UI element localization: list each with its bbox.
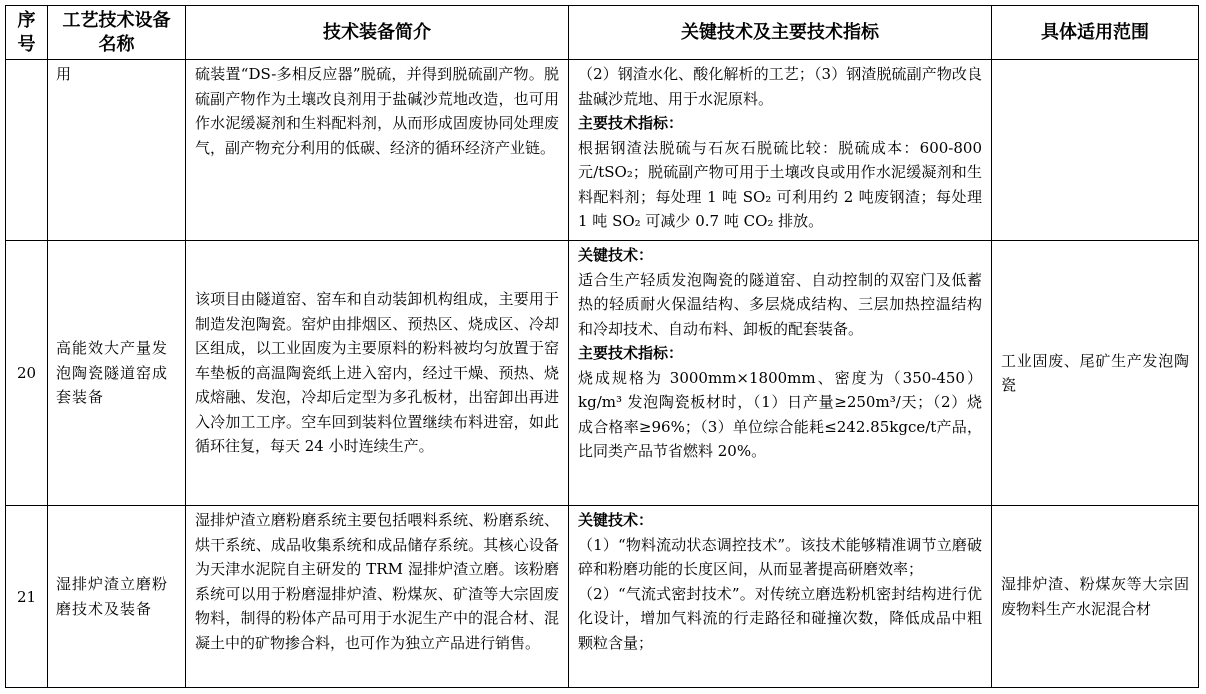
header-intro: 技术装备简介 bbox=[186, 6, 569, 60]
row-continued-seq bbox=[6, 60, 48, 241]
key-indicators-heading: 主要技术指标： bbox=[578, 344, 684, 362]
key-tech-heading: 关键技术： bbox=[578, 246, 654, 264]
key-tech-item-2: （2）“气流式密封技术”。对传统立磨选粉机密封结构进行优化设计，增加气料流的行走路径和碰撞次数，降低成品中粗颗粒含量； bbox=[578, 584, 982, 652]
row-continued-name: 用 bbox=[48, 60, 186, 241]
row-continued-intro: 硫装置“DS-多相反应器”脱硫，并得到脱硫副产物。脱硫副产物作为土壤改良剂用于盐碱沙荒地改造，也可用作水泥缓凝剂和生料配料剂，从而形成固废协同处理废气，副产物充分利用的低碳、经济的循环经济产业链。 bbox=[186, 60, 569, 241]
row-continued-key-tech bbox=[569, 60, 992, 241]
table-row-20 bbox=[6, 241, 1199, 506]
row-20-intro: 该项目由隧道窑、窑车和自动装卸机构组成，主要用于制造发泡陶瓷。窑炉由排烟区、预热区、烧成区、冷却区组成，以工业固废为主要原料的粉料被均匀放置于窑车垫板的高温陶瓷纸上进入窑内，经过干燥、预热、烧成熔融、发泡，冷却后定型为多孔板材，出窑卸出再进入冷加工工序。空车回到装料位置继续布料进窑，如此循环往复，每天 24 小时连续生产。 bbox=[186, 241, 569, 506]
key-indicators-heading: 主要技术指标： bbox=[578, 114, 684, 132]
header-scope: 具体适用范围 bbox=[992, 6, 1199, 60]
row-20-key-tech bbox=[569, 241, 992, 506]
header-key-tech: 关键技术及主要技术指标 bbox=[569, 6, 992, 60]
table-row-continued bbox=[6, 60, 1199, 241]
row-20-name: 高能效大产量发泡陶瓷隧道窑成套装备 bbox=[48, 241, 186, 506]
row-21-name: 湿排炉渣立磨粉磨技术及装备 bbox=[48, 506, 186, 688]
row-21-key-tech bbox=[569, 506, 992, 688]
row-20-scope: 工业固废、尾矿生产发泡陶瓷 bbox=[992, 241, 1199, 506]
header-seq: 序号 bbox=[6, 6, 48, 60]
key-tech-heading: 关键技术： bbox=[578, 511, 654, 529]
key-tech-text: 适合生产轻质发泡陶瓷的隧道窑、自动控制的双窑门及低蓄热的轻质耐火保温结构、多层烧成结构、三层加热控温结构和冷却技术、自动布料、卸板的配套装备。 bbox=[578, 270, 982, 338]
row-20-seq: 20 bbox=[6, 241, 48, 506]
header-name: 工艺技术设备名称 bbox=[48, 6, 186, 60]
equipment-table bbox=[5, 5, 1199, 688]
row-21-intro: 湿排炉渣立磨粉磨系统主要包括喂料系统、粉磨系统、烘干系统、成品收集系统和成品储存系统。其核心设备为天津水泥院自主研发的 TRM 湿排炉渣立磨。该粉磨系统可以用于粉磨湿排炉渣、粉煤灰、矿渣等大宗固废物料，制得的粉体产品可用于水泥生产中的混合材、混凝土中的矿物掺合料，也可作为独立产品进行销售。 bbox=[186, 506, 569, 688]
key-tech-item-1: （1）“物料流动状态调控技术”。该技术能够精准调节立磨破碎和粉磨功能的长度区间，从而显著提高研磨效率； bbox=[578, 535, 982, 578]
key-indicators-text: 烧成规格为 3000mm×1800mm、密度为（350-450）kg/m³ 发泡陶瓷板材时，（1）日产量≥250m³/天；（2）烧成合格率≥96%；（3）单位综合能耗≤242.85kgce/t产品，比同类产品节省燃料 20%。 bbox=[578, 368, 982, 460]
key-indicators-text: 根据钢渣法脱硫与石灰石脱硫比较：脱硫成本：600-800 元/tSO₂；脱硫副产物可用于土壤改良或用作水泥缓凝剂和生料配料剂；每处理 1 吨 SO₂ 可利用约 2 吨废钢渣；每处理 1 吨 SO₂ 可减少 0.7 吨 CO₂ 排放。 bbox=[578, 138, 982, 230]
key-tech-paragraph: （2）钢渣水化、酸化解析的工艺；（3）钢渣脱硫副产物改良盐碱沙荒地、用于水泥原料。 bbox=[578, 65, 982, 108]
row-21-seq: 21 bbox=[6, 506, 48, 688]
header-row bbox=[6, 6, 1199, 60]
row-continued-scope bbox=[992, 60, 1199, 241]
row-21-scope: 湿排炉渣、粉煤灰等大宗固废物料生产水泥混合材 bbox=[992, 506, 1199, 688]
table-row-21 bbox=[6, 506, 1199, 688]
